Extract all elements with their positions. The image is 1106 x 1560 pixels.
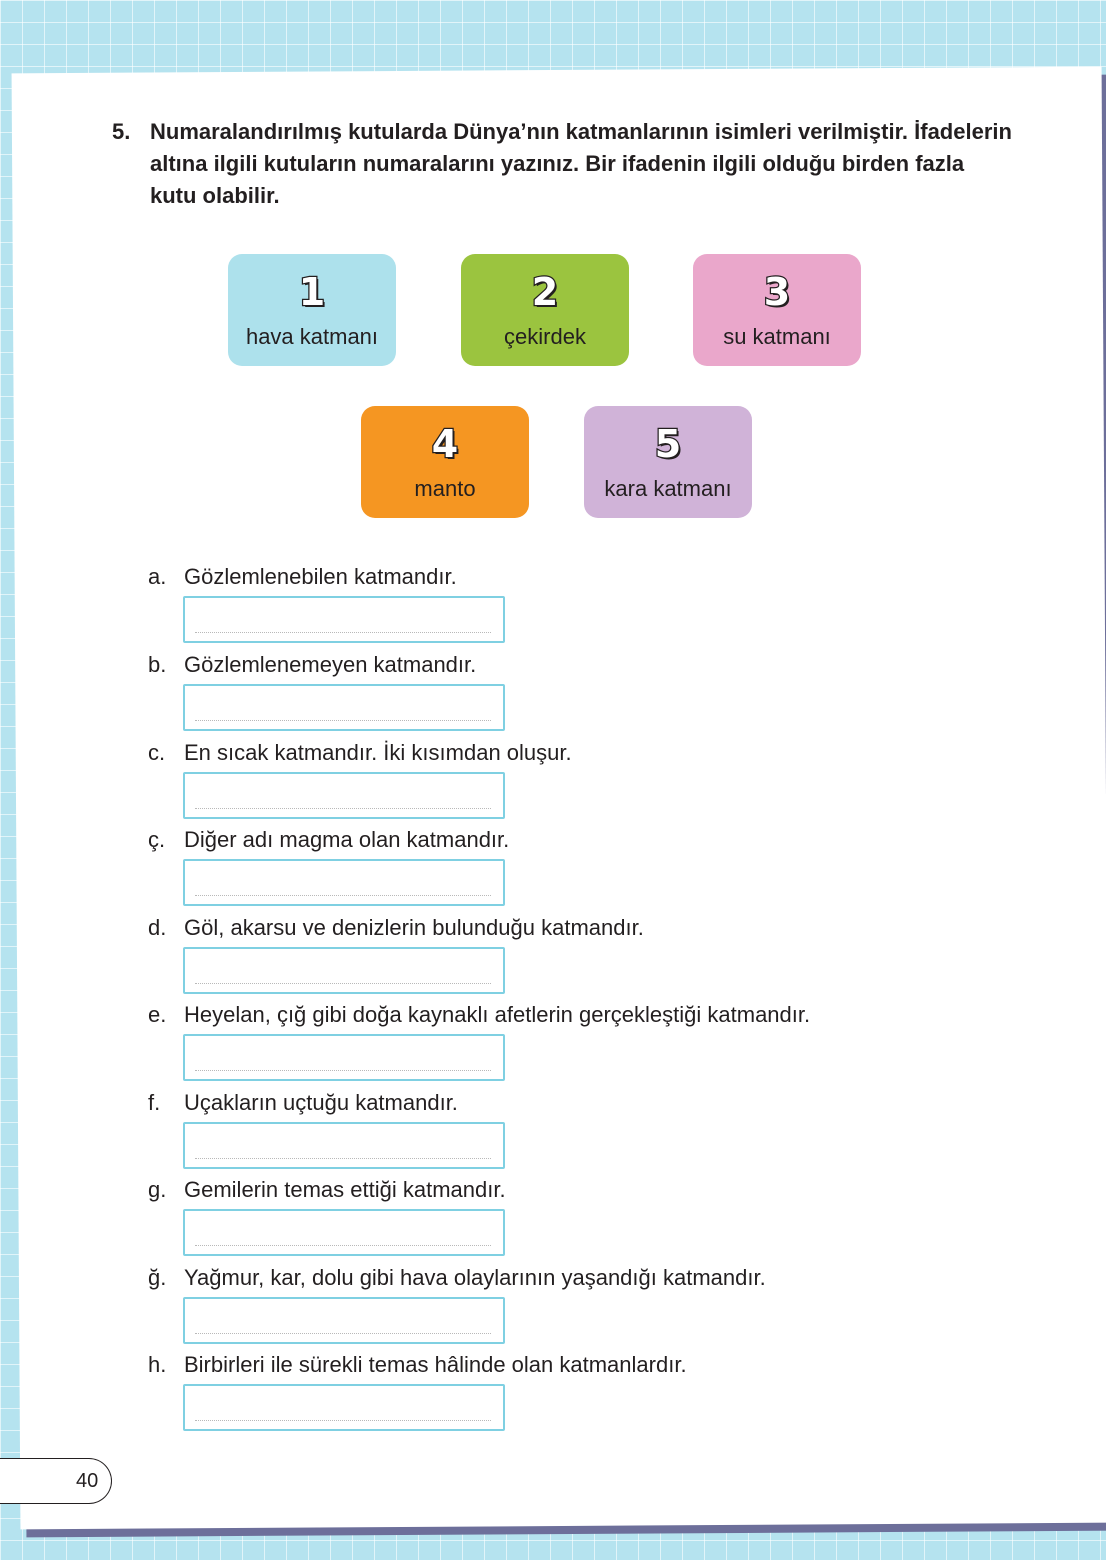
item-letter: h.	[148, 1352, 167, 1377]
answer-input-g-breve[interactable]	[183, 1297, 505, 1344]
layer-number: 3	[763, 270, 791, 314]
layer-box-5	[584, 406, 752, 518]
layer-box-1	[228, 254, 396, 366]
layer-number: 4	[431, 422, 459, 466]
item-e	[148, 1001, 1048, 1081]
item-f	[148, 1089, 1048, 1169]
item-letter: e.	[148, 1002, 167, 1027]
answer-dotted-line	[195, 1420, 491, 1421]
item-text: Uçakların uçtuğu katmandır.	[184, 1090, 458, 1115]
question-number: 5.	[112, 119, 131, 144]
layer-name: çekirdek	[504, 324, 586, 349]
answer-dotted-line	[195, 895, 491, 896]
layer-number: 2	[531, 270, 559, 314]
item-text: Heyelan, çığ gibi doğa kaynaklı afetlerin gerçekleştiği katmandır.	[184, 1002, 811, 1027]
answer-dotted-line	[195, 1333, 491, 1334]
layer-name: manto	[414, 476, 476, 501]
item-text: Yağmur, kar, dolu gibi hava olaylarının yaşandığı katmandır.	[184, 1265, 766, 1290]
question-5	[112, 116, 1012, 212]
question-text: Numaralandırılmış kutularda Dünya’nın katmanlarının isimleri verilmiştir. İfadelerin altına ilgili kutuların numaralarını yazınız. Bir ifadenin ilgili olduğu birden fazla kutu olabilir.	[150, 119, 1012, 208]
layer-name: su katmanı	[723, 324, 831, 349]
item-text: Diğer adı magma olan katmandır.	[184, 827, 510, 852]
item-g	[148, 1176, 1048, 1256]
answer-input-c[interactable]	[183, 772, 505, 819]
answer-input-c-cedilla[interactable]	[183, 859, 505, 906]
item-letter: b.	[148, 652, 167, 677]
item-h	[148, 1351, 1048, 1431]
answer-dotted-line	[195, 1070, 491, 1071]
answer-input-b[interactable]	[183, 684, 505, 731]
item-letter: f.	[148, 1090, 161, 1115]
answer-input-g[interactable]	[183, 1209, 505, 1256]
item-letter: c.	[148, 740, 166, 765]
item-c	[148, 739, 1048, 819]
layer-number: 5	[654, 422, 682, 466]
item-text: En sıcak katmandır. İki kısımdan oluşur.	[184, 740, 572, 765]
answer-dotted-line	[195, 1158, 491, 1159]
item-d	[148, 914, 1048, 994]
answer-dotted-line	[195, 1245, 491, 1246]
item-letter: ç.	[148, 827, 166, 852]
layer-name: kara katmanı	[604, 476, 732, 501]
item-text: Göl, akarsu ve denizlerin bulunduğu katmandır.	[184, 915, 644, 940]
layer-name: hava katmanı	[245, 324, 379, 349]
page-number: 40	[76, 1470, 99, 1492]
answer-dotted-line	[195, 983, 491, 984]
item-letter: a.	[148, 564, 167, 589]
answer-dotted-line	[195, 632, 491, 633]
item-letter: g.	[148, 1177, 167, 1202]
item-text: Gözlemlenemeyen katmandır.	[184, 652, 477, 677]
layer-box-3	[693, 254, 861, 366]
layer-box-4	[361, 406, 529, 518]
layer-box-2	[461, 254, 629, 366]
answer-input-d[interactable]	[183, 947, 505, 994]
answer-input-f[interactable]	[183, 1122, 505, 1169]
item-text: Gözlemlenebilen katmandır.	[184, 564, 457, 589]
answer-input-a[interactable]	[183, 596, 505, 643]
item-c-cedilla	[148, 826, 1048, 906]
item-letter: ğ.	[148, 1265, 167, 1290]
answer-dotted-line	[195, 808, 491, 809]
item-text: Gemilerin temas ettiği katmandır.	[184, 1177, 506, 1202]
item-letter: d.	[148, 915, 167, 940]
item-a	[148, 563, 1048, 643]
answer-input-e[interactable]	[183, 1034, 505, 1081]
item-g-breve	[148, 1264, 1048, 1344]
item-text: Birbirleri ile sürekli temas hâlinde olan katmanlardır.	[184, 1352, 687, 1377]
answer-input-h[interactable]	[183, 1384, 505, 1431]
answer-dotted-line	[195, 720, 491, 721]
layer-number: 1	[298, 270, 326, 314]
item-b	[148, 651, 1048, 731]
